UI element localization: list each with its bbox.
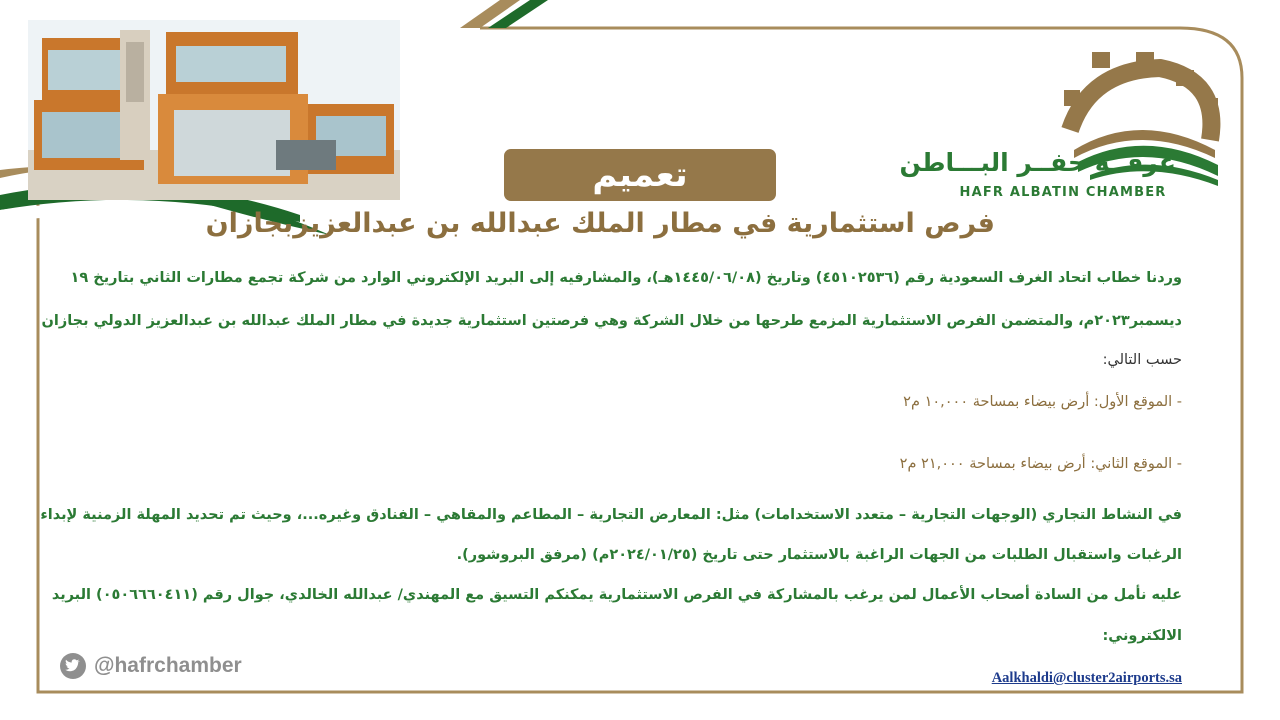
chamber-building-image	[28, 20, 400, 200]
page-title: فرص استثمارية في مطار الملك عبدالله بن عبدالعزيزبجازان	[205, 208, 995, 239]
body-line-9: الالكتروني:	[1102, 628, 1182, 644]
social-handle	[60, 652, 242, 680]
logo-arabic-name: غرفــة حفــر البـــاطن	[899, 148, 1176, 177]
body-line-3: حسب التالي:	[1102, 352, 1182, 368]
body-line-7: الرغبات واستقبال الطلبات من الجهات الراغبة بالاستثمار حتى تاريخ (٢٠٢٤/٠١/٢٥م) (مرفق البروشور).	[456, 547, 1182, 563]
logo-english-name: HAFR ALBATIN CHAMBER	[959, 185, 1167, 200]
body-line-6: في النشاط التجاري (الوجهات التجارية – متعدد الاستخدامات) مثل: المعارض التجارية – المطاعم والمقاهي – الفنادق وغيره...، وحيث تم تحديد المهلة الزمنية لإبداء	[40, 507, 1182, 523]
handle-text: @hafrchamber	[94, 654, 242, 677]
site-two-line: - الموقع الثاني: أرض بيضاء بمساحة ٢١,٠٠٠ م٢	[899, 456, 1182, 472]
announcement-badge: تعميم	[504, 149, 776, 201]
email-link[interactable]: Aalkhaldi@cluster2airports.sa	[991, 670, 1182, 686]
site-one-line: - الموقع الأول: أرض بيضاء بمساحة ١٠,٠٠٠ م٢	[903, 394, 1182, 410]
body-line-2: ديسمبر٢٠٢٣م، والمتضمن الفرص الاستثمارية المزمع طرحها من خلال الشركة وهي فرصتين استثمارية جديدة في مطار الملك عبدالله بن عبدالعزيز الدولي بجازان	[41, 313, 1182, 329]
body-line-1: وردنا خطاب اتحاد الغرف السعودية رقم (٤٥١٠٢٥٣٦) وتاريخ (١٤٤٥/٠٦/٠٨هـ)، والمشارفيه إلى البريد الإلكتروني الوارد من شركة تجمع مطارات الثاني بتاريخ ١٩	[70, 270, 1182, 286]
twitter-bird-icon	[60, 653, 86, 679]
body-line-8: عليه نأمل من السادة أصحاب الأعمال لمن يرغب بالمشاركة في الفرص الاستثمارية يمكنكم التسيق مع المهندي/ عبدالله الخالدي، جوال رقم (٠٥٠٦٦٦٠٤١١) البريد	[51, 587, 1182, 603]
